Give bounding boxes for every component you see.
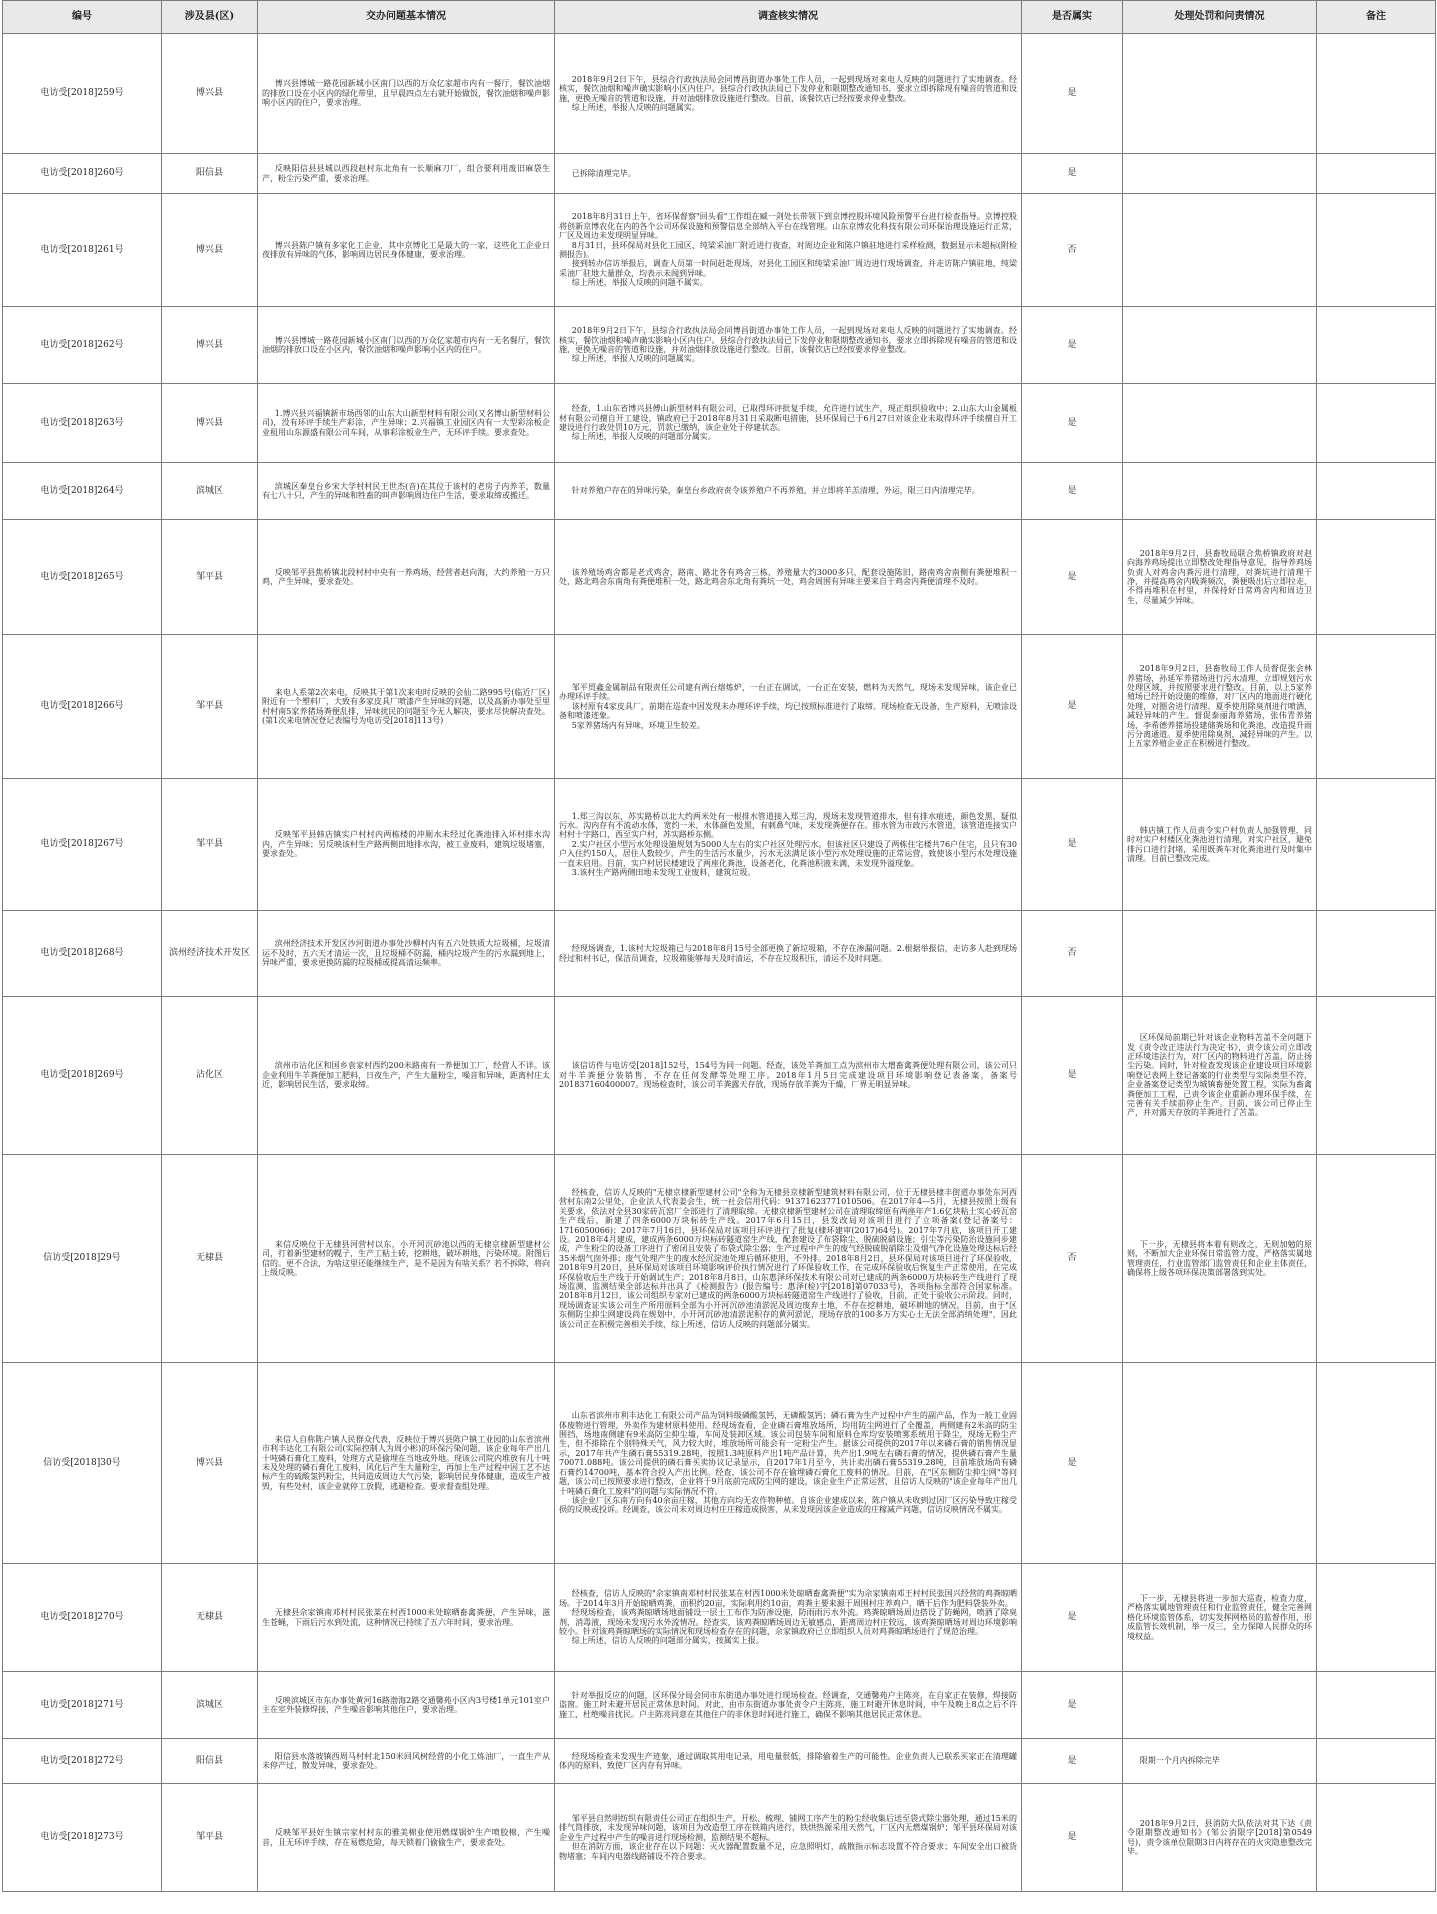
row-remark: [1317, 1672, 1436, 1739]
paragraph: 接到转办信访举报后，调查人员第一时间赶赴现场，对县化工园区和纯梁采油厂周边进行现场调查，并走访陈户镇驻地，纯梁采油厂驻地大量群众，均表示未闻到异味。: [559, 259, 1017, 278]
row-problem-text: 滨州经济技术开发区沙河街道办事处沙柳村内有五六处铁质大垃圾桶，垃圾清运不及时，五六天才清运一次，且垃圾桶不防漏，桶内垃圾产生的污水漏到地上，异味严重，要求更换防漏的垃圾桶或提高清运频率。: [262, 939, 550, 968]
row-investigation-text: 该养殖场鸡舍都是老式鸡舍，路南、路北各有鸡舍三栋，养殖量大约3000多只，配套设施陈旧，路南鸡舍南侧有粪便堆积一处，路北鸡舍东南角有粪便堆积一处，路北鸡舍东北角有粪坑一处，鸡舍周围有异味主要来自于鸡舍内粪便清理不及时。: [559, 567, 1017, 586]
row-county: 博兴县: [162, 34, 258, 154]
row-investigation: [555, 1672, 1022, 1739]
paragraph: 该村原有4家皮具厂，前期在巡查中因发现未办理环评手续，均已按照标准进行了取缔。现场检查无设备，生产原料，无喷涂设备和喷漆迹象。: [559, 701, 1017, 721]
table-row: [3, 194, 1436, 307]
row-investigation-text: [559, 1589, 1017, 1645]
row-county: 邹平县: [162, 635, 258, 779]
row-problem: [258, 307, 555, 384]
row-county: 滨州经济技术开发区: [162, 911, 258, 997]
row-problem-text: 无棣县佘家镇南邓村村民张某在村西1000米处晾晒畜禽粪便，产生异味，滋生苍蝇，下雨后污水到处流，这种情况已持续了五六年时间，要求治理。: [262, 1608, 550, 1627]
row-handling: [1123, 307, 1317, 384]
row-id: 信访受[2018]29号: [3, 1155, 162, 1363]
row-problem: [258, 154, 555, 194]
table-row: [3, 635, 1436, 779]
row-handling-text: 下一步，无棣县将本着有则改之，无则加勉的原则，不断加大企业环保日常监管力度，严格落实属地管理责任，行业监管部门监管责任和企业主体责任，确保将上级各项环保决策部署落到实处。: [1127, 1239, 1312, 1277]
row-investigation: [555, 34, 1022, 154]
row-county: 邹平县: [162, 520, 258, 635]
paragraph: 1.郑三沟以东，苏实路桥以北大约两米处有一根排水管道接入郑三沟，现场未发现管道排水，但有排水痕迹，颜色发黑，疑似污水。沟内存有不流动水体，宽约一米，水体颜色发黑，有刺鼻气味，未发现粪便存在。排水管为市政污水管道，该管道连接实户村村十字路口，西至实户村，苏实路桥东侧。: [559, 811, 1017, 840]
row-county: 邹平县: [162, 1784, 258, 1892]
paragraph: 综上所述，举报人反映的问题属实。: [571, 102, 700, 112]
table-body: [3, 34, 1436, 1892]
paragraph: 该企业厂区东南方向有40余亩庄稼，其他方向均无农作物种植。自该企业建成以来，陈户镇从未收到过因厂区污染导致庄稼受损的反映或投诉。经调查，该公司未对周边村庄庄稼造成损害，从未发现因该企业造成的庄稼减产问题，信访反映情况不属实。: [559, 1495, 1017, 1515]
row-handling-text: 2018年9月2日，县消防大队依法对其下达《责令限期整改通知书》(邹公消限字[2018]第0549号)，责令该单位限期3日内将存在的火灾隐患整改完毕。: [1127, 1818, 1312, 1856]
paragraph: 3.该村生产路两侧田地未发现工业废料，建筑垃圾。: [571, 868, 756, 878]
row-verified: 是: [1022, 307, 1123, 384]
table-row: [3, 1363, 1436, 1564]
row-problem: [258, 911, 555, 997]
row-verified: 否: [1022, 1155, 1123, 1363]
table-row: [3, 1155, 1436, 1363]
table-row: [3, 997, 1436, 1155]
row-handling: [1123, 1672, 1317, 1739]
row-investigation-text: 针对养殖户存在的异味污染，秦皇台乡政府责令该养殖户不再养殖，并立即将羊羔清理、外运，限三日内清理完毕。: [571, 486, 980, 496]
row-investigation-text: 经现场检查未发现生产迹象，通过调取其用电记录，用电量很低，排除偷着生产的可能性。企业负责人已联系买家正在清理罐体内的原料，致使厂区内存有异味。: [559, 1751, 1017, 1770]
row-county: 博兴县: [162, 384, 258, 463]
row-problem: [258, 1672, 555, 1739]
row-remark: [1317, 911, 1436, 997]
row-remark: [1317, 154, 1436, 194]
row-id: 电访受[2018]268号: [3, 911, 162, 997]
row-investigation-text: [559, 326, 1017, 364]
row-id: 电访受[2018]273号: [3, 1784, 162, 1892]
col-header-problem: 交办问题基本情况: [258, 1, 555, 34]
row-problem: [258, 1155, 555, 1363]
row-handling: [1123, 194, 1317, 307]
row-verified: 是: [1022, 997, 1123, 1155]
col-header-id: 编号: [3, 1, 162, 34]
row-handling: [1123, 635, 1317, 779]
col-header-county: 涉及县(区): [162, 1, 258, 34]
paragraph: 综上所述，举报人反映的问题属实。: [571, 354, 700, 364]
col-header-handling: 处理处罚和问责情况: [1123, 1, 1317, 34]
row-handling: [1123, 1784, 1317, 1892]
row-remark: [1317, 997, 1436, 1155]
row-handling: [1123, 1564, 1317, 1672]
paragraph: 但在消防方面，该企业存在以下问题：灭火器配置数量不足，应急照明灯，疏散指示标志设置不符合要求；车间安全出口被货物堵塞；车间内电器线路铺设不符合要求。: [559, 1842, 1017, 1861]
row-investigation: [555, 997, 1022, 1155]
paragraph: 2018年8月31日上午，省环保督察"回头看"工作组在臧一剑处长带领下到京博控股环境风险预警平台进行检查指导。京博控股将创新京博农化在内的各个公司环保设施和预警信息全部纳入平台在线管理。山东京博农化科技有限公司环保治理设施运行正常，厂区及周边未发现明显异味。: [559, 212, 1017, 241]
row-remark: [1317, 635, 1436, 779]
row-remark: [1317, 307, 1436, 384]
row-investigation: [555, 1363, 1022, 1564]
row-investigation: [555, 1784, 1022, 1892]
paragraph: 综上所述，举报人反映的问题部分属实。: [571, 432, 716, 442]
header-row: [3, 1, 1436, 34]
row-remark: [1317, 520, 1436, 635]
row-problem: [258, 1564, 555, 1672]
row-verified: 是: [1022, 1672, 1123, 1739]
row-verified: 是: [1022, 635, 1123, 779]
row-handling: [1123, 1739, 1317, 1784]
table-row: [3, 1784, 1436, 1892]
row-handling: [1123, 779, 1317, 911]
row-verified: 是: [1022, 779, 1123, 911]
row-problem-text: 反映滨城区市东办事处黄河16路渤海2路交通馨苑小区内3号楼1单元101室户主在室外装修焊接，产生噪音影响其他住户，要求治理。: [262, 1695, 550, 1714]
paragraph: 邹平县自然明纺织有限责任公司正在组织生产，开松、梳理、铺网工序产生的粉尘经收集后送至袋式除尘器处理，通过15米的排气筒排放，未发现异味问题，该项目为改造型工序在铁箱内进行，铁烘热源采用天然气，厂区内无燃煤锅炉；邹平县环保局对该企业生产过程中产生的噪音进行现场检测，监测结果不超标。: [559, 1813, 1017, 1842]
row-investigation: [555, 1739, 1022, 1784]
table-row: [3, 34, 1436, 154]
table-row: [3, 911, 1436, 997]
row-verified: 否: [1022, 911, 1123, 997]
row-verified: 是: [1022, 154, 1123, 194]
paragraph: 2018年9月2日下午，县综合行政执法局会同博昌街道办事处工作人员，一起到现场对来电人反映的问题进行了实地调查。经核实，餐饮油烟和噪声确实影响小区内住户。县综合行政执法局已下发停业和限期整改通知书，要求立即拆除现有噪音的管道和设施，更换无噪音的管道和设施，并对油烟排放设施进行整改。目前，该餐饮店已经按要求停业整改。: [559, 74, 1017, 103]
row-remark: [1317, 1155, 1436, 1363]
row-remark: [1317, 1564, 1436, 1672]
row-problem: [258, 194, 555, 307]
row-handling: [1123, 911, 1317, 997]
row-handling: [1123, 997, 1317, 1155]
row-verified: 是: [1022, 1564, 1123, 1672]
row-investigation-text: [559, 812, 1017, 878]
row-handling-text: 2018年9月2日，县畜牧局联合焦桥镇政府对赵向海养鸡场提出立即整改处理指导意见，指导养鸡场负责人对鸡舍内粪污进行清理，对粪坑进行清理干净，并提高鸡舍内吸粪频次，粪便吸出后立即拉走，不得再堆积在村里，并保持好日常鸡舍内和周边卫生，尽量减少异味。: [1127, 548, 1312, 605]
row-handling: [1123, 520, 1317, 635]
paragraph: 综上所述，信访人反映的问题部分属实，按属实上报。: [571, 1636, 764, 1646]
row-investigation: [555, 520, 1022, 635]
row-remark: [1317, 779, 1436, 911]
row-verified: 是: [1022, 520, 1123, 635]
row-investigation-text: [559, 404, 1017, 442]
row-handling-text: 下一步，无棣县将进一步加大巡查，检查力度，严格落实属地管理责任和行业监管责任，健全完善网格化环境监管体系，切实发挥网格员的监督作用，形成监管长效机制，举一反三，全力保障人民群众的环境权益。: [1127, 1593, 1312, 1641]
table-row: [3, 307, 1436, 384]
table-row: [3, 463, 1436, 520]
row-problem: [258, 779, 555, 911]
row-id: 电访受[2018]265号: [3, 520, 162, 635]
paragraph: 综上所述，举报人反映的问题不属实。: [571, 278, 708, 288]
row-remark: [1317, 1739, 1436, 1784]
row-investigation-text: [559, 1814, 1017, 1861]
row-remark: [1317, 1363, 1436, 1564]
row-verified: 是: [1022, 1784, 1123, 1892]
table-row: [3, 779, 1436, 911]
row-remark: [1317, 34, 1436, 154]
row-county: 无棣县: [162, 1155, 258, 1363]
table-row: [3, 1739, 1436, 1784]
row-id: 电访受[2018]270号: [3, 1564, 162, 1672]
row-county: 滨城区: [162, 463, 258, 520]
row-county: 博兴县: [162, 307, 258, 384]
row-problem: [258, 463, 555, 520]
row-id: 电访受[2018]260号: [3, 154, 162, 194]
row-problem-text: 阳信县水落坡镇西周马村村北150米回风树经营的小化工炼油厂，一直生产从未停产过，散发异味，要求查处。: [262, 1751, 550, 1770]
row-id: 电访受[2018]267号: [3, 779, 162, 911]
col-header-remark: 备注: [1317, 1, 1436, 34]
paragraph: 经核查，信访人反映的"佘家镇南邓村村民张某在村西1000米处晾晒畜禽粪便"实为佘家镇南邓王村村民张国兴经营的鸡粪晾晒场。于2014年3月开始晾晒鸡粪，面积约20亩，实际利用约10亩，鸡粪主要来源于周围村庄养鸡户，晒干后作为肥料袋装外卖。: [559, 1589, 1017, 1608]
row-problem-text: 反映邹平县好生镇宗家村村东的雅美棉业使用燃煤锅炉生产喷胶棉，产生噪音，且无环评手续，存在易燃危险，每天锁着门偷偷生产，要求查处。: [262, 1828, 550, 1847]
row-investigation-text: 针对举报反应的问题，区环保分局会同市东街道办事处进行现场检查。经调查，交通馨苑户主陈亮，在自家正在装修，焊接防盗窗。施工时未避开居民正常休息时间。对此，由市东街道办事处责令户主陈亮，施工时避开休息时间，中午及晚上8点之后不许施工，杜绝噪音扰民。户主陈亮同意在其他住户的非休息时间进行施工，确保不影响其他居民正常休息。: [559, 1690, 1017, 1719]
row-problem-text: 滨州市沾化区和国乡袁家村西约200米路南有一养便加工厂，经营人不详。该企业利用牛羊粪便加工肥料，日夜生产，产生大量粉尘，噪音和异味，距离村庄太近，影响居民生活，要求取缔。: [262, 1061, 550, 1090]
row-problem-text: 反映邹平县韩店镇实户村村内两栋楼的冲厕水未经过化粪池排入坏村排水沟内，产生异味；另反映该村生产路两侧田地排水沟，被工业废料，建筑垃圾堵塞，要求查处。: [262, 830, 550, 859]
row-verified: 是: [1022, 1363, 1123, 1564]
row-id: 电访受[2018]266号: [3, 635, 162, 779]
row-investigation: [555, 779, 1022, 911]
row-verified: 是: [1022, 34, 1123, 154]
paragraph: 经查，1.山东省博兴县傅山新型材料有限公司，已取得环评批复手续，允许进行试生产，现正组织验收中；2.山东大山金属板材有限公司擅自开工建设，镇政府已于2018年8月31日采取断电措施，县环保局已于6月27日对该企业未取得环评手续擅自开工建设进行行政处罚10万元，罚款已缴纳，该企业处于停建状态。: [559, 404, 1017, 432]
col-header-investigation: 调查核实情况: [555, 1, 1022, 34]
table-row: [3, 384, 1436, 463]
row-problem: [258, 997, 555, 1155]
row-county: 阳信县: [162, 1739, 258, 1784]
paragraph: 山东省滨州市利丰达化工有限公司产品为饲料级磷酸氢钙，无磷酸氢钙；磷石膏为生产过程中产生的副产品，作为一般工业固体废物进行管理，外卖作为建材原料使用。经现场查看，企业磷石膏堆放场所，均用防尘网进行了全覆盖，两侧建有2米高的防尘围挡，场地南侧建有9米高防尘抑尘墙，车间及装卸区域。该公司包装车间和原料仓库均安装喷雾系统用于降尘，现场无粉尘产生，但不排除在个别特殊天气，风力较大时，堆放场所可能会有一定粉尘产生。据该公司提供的2017年以来磷石膏的销售情况显示，2017年共产生磷石膏55319.28吨，按照1.3吨原料产出1吨产品计算，共产出1.9吨左右磷石膏的情况，提供磷石膏产生量70071.088吨。该公司提供的磷石膏买卖协议记录显示，自2017年1月至今，共计卖出磷石膏55319.28吨，目前堆放场尚有磷石膏约14700吨，基本符合投入产出比例。经查，该公司不存在偷埋磷石膏化工废料的情况。目前，在"区东侧防尘抑尘网"等问题，该公司已按照要求进行整改，企业将于9月底前完成防尘网的建设，该企业生产正常运营，且信访人反映的"该企业每年产出几十吨磷石膏化工废料"的问题与实际情况不符。: [559, 1411, 1017, 1496]
row-investigation-text: 经核查，信访人反映的"无棣京棣新型建材公司"全称为无棣县京棣新型建筑材料有限公司，位于无棣县棣丰街道办事处东河西营村东南2公里处，企业法人代表姜会生，统一社会信用代码：91371623771010506。在2017年4—5月，无棣县按照上级有关要求，依法对全县30家砖瓦窑厂全部进行了清理取缔。无棣京棣新型建材公司在清理取缔原有两座年产1.6亿块粘土实心砖瓦窑生产线后，新建了四条6000万块标砖生产线。2017年6月15日，县发改局对该项目进行了立项备案(登记备案号：1716050066)；2017年7月16日，县环保局对该项目环评进行了批复(棣环建审(2017)64号)。2017年7月底，该项目开工建设。2018年4月建成，建成两条6000万块标砖隧道窑生产线，配套建设了布袋除尘、脱硫脱硝设施；引尘等污染防治设施同步建成，产生粉尘的设备工序进行了密闭且安装了布袋式除尘器；生产过程中产生的废气经脱硫脱硝除尘及烟气净化设施处理达标后经35米烟气囱外排；废气处理产生的废水经沉淀池处理后循环使用，不外排。2018年8月2日，县环保局对该项目进行了环保验收，2018年9月20日，县环保局对该项目环境影响评价执行情况进行了环保验收工作，在完成环保验收后恢复生产正常使用，在完成环保验收后生产线于开始调试生产；2018年8月8日，山东惠泽环保技术有限公司对已建成的两条6000万块标砖生产线进行了现场监测，监测结果全部达标并出具了《检测报告》(报告编号：惠泽(检)字[2018]第07033号)，各项指标全部符合国家标准。2018年8月12日，该公司组织专家对已建成的两条6000万块标砖隧道窑生产线进行了验收，目前，正处于验收公示阶段。同时，现场调查证实该公司生产所用原料全部为小开河沉砂池清淤泥及周边废弃土地，不存在挖耕地，破坏耕地的情况。目前，由于"区东侧防尘抑尘网建设尚在规划中，小开河沉砂池清淤泥积存的黄河淤泥，现场存放的100多万方实心土无法全部消纳处理"，因此该公司正在积极完善相关手续，综上所述，信访人反映的问题部分属实。: [559, 1187, 1017, 1329]
paragraph: 2018年9月2日下午，县综合行政执法局会同博昌街道办事处工作人员，一起到现场对来电人反映的问题进行了实地调查。经核实，餐饮油烟和噪声确实影响小区内住户。县综合行政执法局已下发停业和限期整改通知书，要求立即拆除现有噪音的管道和设施，更换无噪音的管道和设施，并对油烟排放设施进行整改。目前，该餐饮店已经按要求停业整改。: [559, 326, 1017, 354]
row-investigation: [555, 635, 1022, 779]
row-handling: [1123, 154, 1317, 194]
row-handling-text: 2018年9月2日，县畜牧局工作人员督促张会林养猪场，孙延军养猪场进行污水清理，立即规划污水处理区域，并按照要求进行整改。目前，以上5家养殖场已经开始设施的维修，对厂区内的地面进行硬化处理，对圈舍进行清理。夏季使用除臭剂进行喷洒，减轻异味的产生。督促泰丽海养猪场，张伟青养猪场，李希德养猪场投建储粪场和化粪池，改造提升雨污分离通道。夏季使用除臭剂，减轻异味的产生。以上五家养殖企业正在积极进行整改。: [1127, 664, 1312, 749]
row-problem-text: 来电人系第2次来电，反映其于第1次来电时反映的会仙二路995号(临近厂区)附近有一个塑料厂，大致有多家皮具厂喷漆产生异味的问题，以及高新办事处至里村村南5家养猪场粪便乱排，异味扰民的问题至今无人解决，要求尽快解决查处。(第1次来电情况登记表编号为电访受[2018]113号): [262, 687, 550, 725]
row-investigation: [555, 911, 1022, 997]
row-remark: [1317, 463, 1436, 520]
row-handling: [1123, 1155, 1317, 1363]
row-id: 电访受[2018]272号: [3, 1739, 162, 1784]
row-investigation: [555, 1564, 1022, 1672]
paragraph: 2.实户社区小型污水处理设施规划为5000人左右的实户社区处理污水。但该社区只建设了两栋住宅楼共76户住宅，且只有30户入住约150人，居住人数较少，产生的生活污水量少，污水无法满足该小型污水处理设施的正常运营，致使该小型污水处理设施一直未启用。目前，实户村居民楼建设了两座化粪池，设备老化，化粪池积液未满，未发现外溢现象。: [559, 839, 1017, 868]
row-handling-text: 限期一个月内拆除完毕: [1139, 1756, 1220, 1766]
row-county: 无棣县: [162, 1564, 258, 1672]
row-handling-text: 韩店镇工作人员责令实户村负责人加强管理，同时对实户村楼区化粪池进行清理，对实户社区，避免排污口进行封堵，采用既粪车对化粪池进行及时集中清理。目前已整改完成。: [1127, 825, 1312, 863]
row-id: 电访受[2018]269号: [3, 997, 162, 1155]
table-row: [3, 1672, 1436, 1739]
row-problem: [258, 1784, 555, 1892]
row-id: 电访受[2018]263号: [3, 384, 162, 463]
paragraph: 8月31日，县环保局对县化工园区、纯梁采油厂附近进行夜查，对周边企业和陈户镇驻地进行采样检测，数据显示未超标(附检测报告)。: [559, 240, 1017, 259]
row-investigation: [555, 1155, 1022, 1363]
paragraph: 邹平贸鑫金属制品有限责任公司建有两台熔炼炉，一台正在调试，一台正在安装，燃料为天然气，现场未发现异味，该企业已办理环评手续。: [559, 682, 1017, 702]
paragraph: 5家养猪场内有异味，环境卫生较差。: [571, 720, 705, 730]
row-investigation: [555, 154, 1022, 194]
row-handling: [1123, 384, 1317, 463]
row-problem: [258, 384, 555, 463]
row-id: 电访受[2018]262号: [3, 307, 162, 384]
row-problem: [258, 520, 555, 635]
row-remark: [1317, 194, 1436, 307]
row-problem-text: 博兴县博城一路花园新城小区南门以西的万众亿家超市内有一餐厅，餐饮油烟的排放口设在小区内的绿化带里，且早晨四点左右就开始做饭，餐饮油烟和噪声影响小区内的住户，要求治理。: [262, 79, 550, 108]
complaint-table: [2, 0, 1436, 1892]
row-id: 电访受[2018]271号: [3, 1672, 162, 1739]
row-investigation: [555, 307, 1022, 384]
row-investigation-text: [559, 212, 1017, 287]
row-handling: [1123, 1363, 1317, 1564]
row-id: 电访受[2018]261号: [3, 194, 162, 307]
row-problem-text: 1.博兴县兴福镇新市场西邻的山东大山新型材料有限公司(又名博山新型材料公司)，没有环评手续生产彩涂，产生异味；2.兴福镇工业园区内有一大型彩涂板企业租用山东源盛有限公司车间，从事彩涂板业生产，无环评手续。要求查处。: [262, 408, 550, 437]
row-investigation: [555, 384, 1022, 463]
row-problem-text: 来信人自称陈户镇人民群众代表，反映位于博兴县陈户镇工业园的山东省滨州市利丰达化工有限公司(实际控制人为周小彬)的环保污染问题，该企业每年产出几十吨磷石膏化工废料，处理方式是偷埋在当地或外地。现该公司院内堆放有几十吨未及处理的磷石膏化工废料，风化后产生大量粉尘，再加上生产过程中因工艺不达标产生的硫酸氢钙粉尘，共同造成周边大气污染，影响居民身体健康，造成生产被毁，有些处村，该企业就停工放假，逃避检查。要求督查组处理。: [262, 1434, 550, 1491]
row-investigation-text: 该信访件与电访受[2018]152号，154号为同一问题。经查，该处羊粪加工点为滨州市大增畜禽粪便处理有限公司，该公司只对牛羊粪便分装销售，不存在任何发酵等处理工序。2018年1月5日完成建设项目环境影响登记表备案，备案号201837160400007。现场检查时，该公司羊粪露天存放，现场存放羊粪为干燥，厂界无明显异味。: [559, 1061, 1017, 1090]
row-handling-text: 区环保局前期已针对该企业物料苫盖不全问题下发《责令改正违法行为决定书》，责令该公司立即改正环境违法行为，对厂区内的物料进行苫盖，防止扬尘污染。同时，针对检查发现该企业建设项目环境影响登记表网上登记备案的行业类型与实际类型不符，企业备案登记类型为城镇畜便处置工程，实际为畜禽粪便加工工程，已责令该企业重新办理环保手续，在完善有关手续前停止生产。目前，该公司已停止生产，并对露天存放的羊粪进行了苫盖。: [1127, 1033, 1312, 1118]
row-investigation-text: [559, 683, 1017, 730]
row-handling: [1123, 463, 1317, 520]
row-verified: 是: [1022, 463, 1123, 520]
row-county: 博兴县: [162, 194, 258, 307]
row-investigation-text: 经现场调查，1.该村大垃圾箱已与2018年8月15号全部更换了新垃圾箱，不存在渗漏问题。2.根据举报信，走访多人赴到现场经过和村书记，保洁员调查，垃圾箱能够每天及时清运，不存在垃圾积压，清运不及时问题。: [559, 944, 1017, 963]
row-handling: [1123, 34, 1317, 154]
table-row: [3, 520, 1436, 635]
row-problem: [258, 635, 555, 779]
row-problem-text: 滨城区秦皇台乡宋大学村村民王世杰(音)在其位于该村的老房子内养羊，数量有七八十只，产生的异味和牲畜的叫声影响周边住户生活，要求取缔或搬迁。: [262, 481, 550, 500]
row-county: 阳信县: [162, 154, 258, 194]
row-county: 滨城区: [162, 1672, 258, 1739]
row-county: 博兴县: [162, 1363, 258, 1564]
row-problem-text: 反映阳信县县城以西段赵村东北角有一长顺麻刀厂，组合要利用废旧麻袋生产，粉尘污染严重，要求治理。: [262, 164, 550, 183]
table-row: [3, 1564, 1436, 1672]
row-investigation: [555, 463, 1022, 520]
row-investigation-text: 已拆除清理完毕。: [571, 168, 636, 178]
row-investigation-text: [559, 1411, 1017, 1514]
row-problem-text: 反映邹平县焦桥镇北段村村中央有一养鸡场，经营者赵向海，大约养殖一万只鸡，产生异味，要求查处。: [262, 567, 550, 586]
row-problem: [258, 1739, 555, 1784]
row-problem-text: 来信反映位于无棣县河营村以东，小开河沉砂池以西的无棣京棣新型建材公司，打着新型建材的幌子，生产工粘土砖，挖耕地，破坏耕地，污染环境。附图后信的。更不合法，为啥这里还能继续生产，是不是因为有啥关系？若不拆除，将向上级反映。: [262, 1239, 550, 1277]
row-id: 信访受[2018]30号: [3, 1363, 162, 1564]
row-remark: [1317, 384, 1436, 463]
row-investigation: [555, 194, 1022, 307]
table-row: [3, 154, 1436, 194]
row-verified: 否: [1022, 194, 1123, 307]
row-problem: [258, 1363, 555, 1564]
col-header-verified: 是否属实: [1022, 1, 1123, 34]
row-id: 电访受[2018]259号: [3, 34, 162, 154]
row-remark: [1317, 1784, 1436, 1892]
row-problem-text: 博兴县陈户镇有多家化工企业，其中京博化工是最大的一家，这些化工企业日夜排放有异味的气体，影响周边居民身体健康，要求治理。: [262, 240, 550, 259]
row-investigation-text: [559, 75, 1017, 113]
paragraph: 经现场检查，该鸡粪晾晒场地面铺设一层土工布作为防渗设施，防雨雨污水外流。鸡粪晾晒场周边搭设了防蝇网，喷洒了除臭剂，消毒液，现场未发现污水外流情况。经查实，该鸡粪晾晒场周边无敏感点，距离周边村庄较远，该鸡粪晾晒场对周边环境影响较小。针对该鸡粪晾晒场的实际情况和现场检查存在的问题，佘家镇政府已立即组织人员对鸡粪晾晒场进行了规范治理。: [559, 1608, 1017, 1636]
row-problem: [258, 34, 555, 154]
row-county: 沾化区: [162, 997, 258, 1155]
row-verified: 是: [1022, 1739, 1123, 1784]
row-verified: 是: [1022, 384, 1123, 463]
row-problem-text: 博兴县博城一路花园新城小区南门以西的万众亿家超市内有一无名餐厅，餐饮油烟的排放口设在小区内，餐饮油烟和噪声影响小区内的住户。: [262, 335, 550, 354]
row-id: 电访受[2018]264号: [3, 463, 162, 520]
row-county: 邹平县: [162, 779, 258, 911]
